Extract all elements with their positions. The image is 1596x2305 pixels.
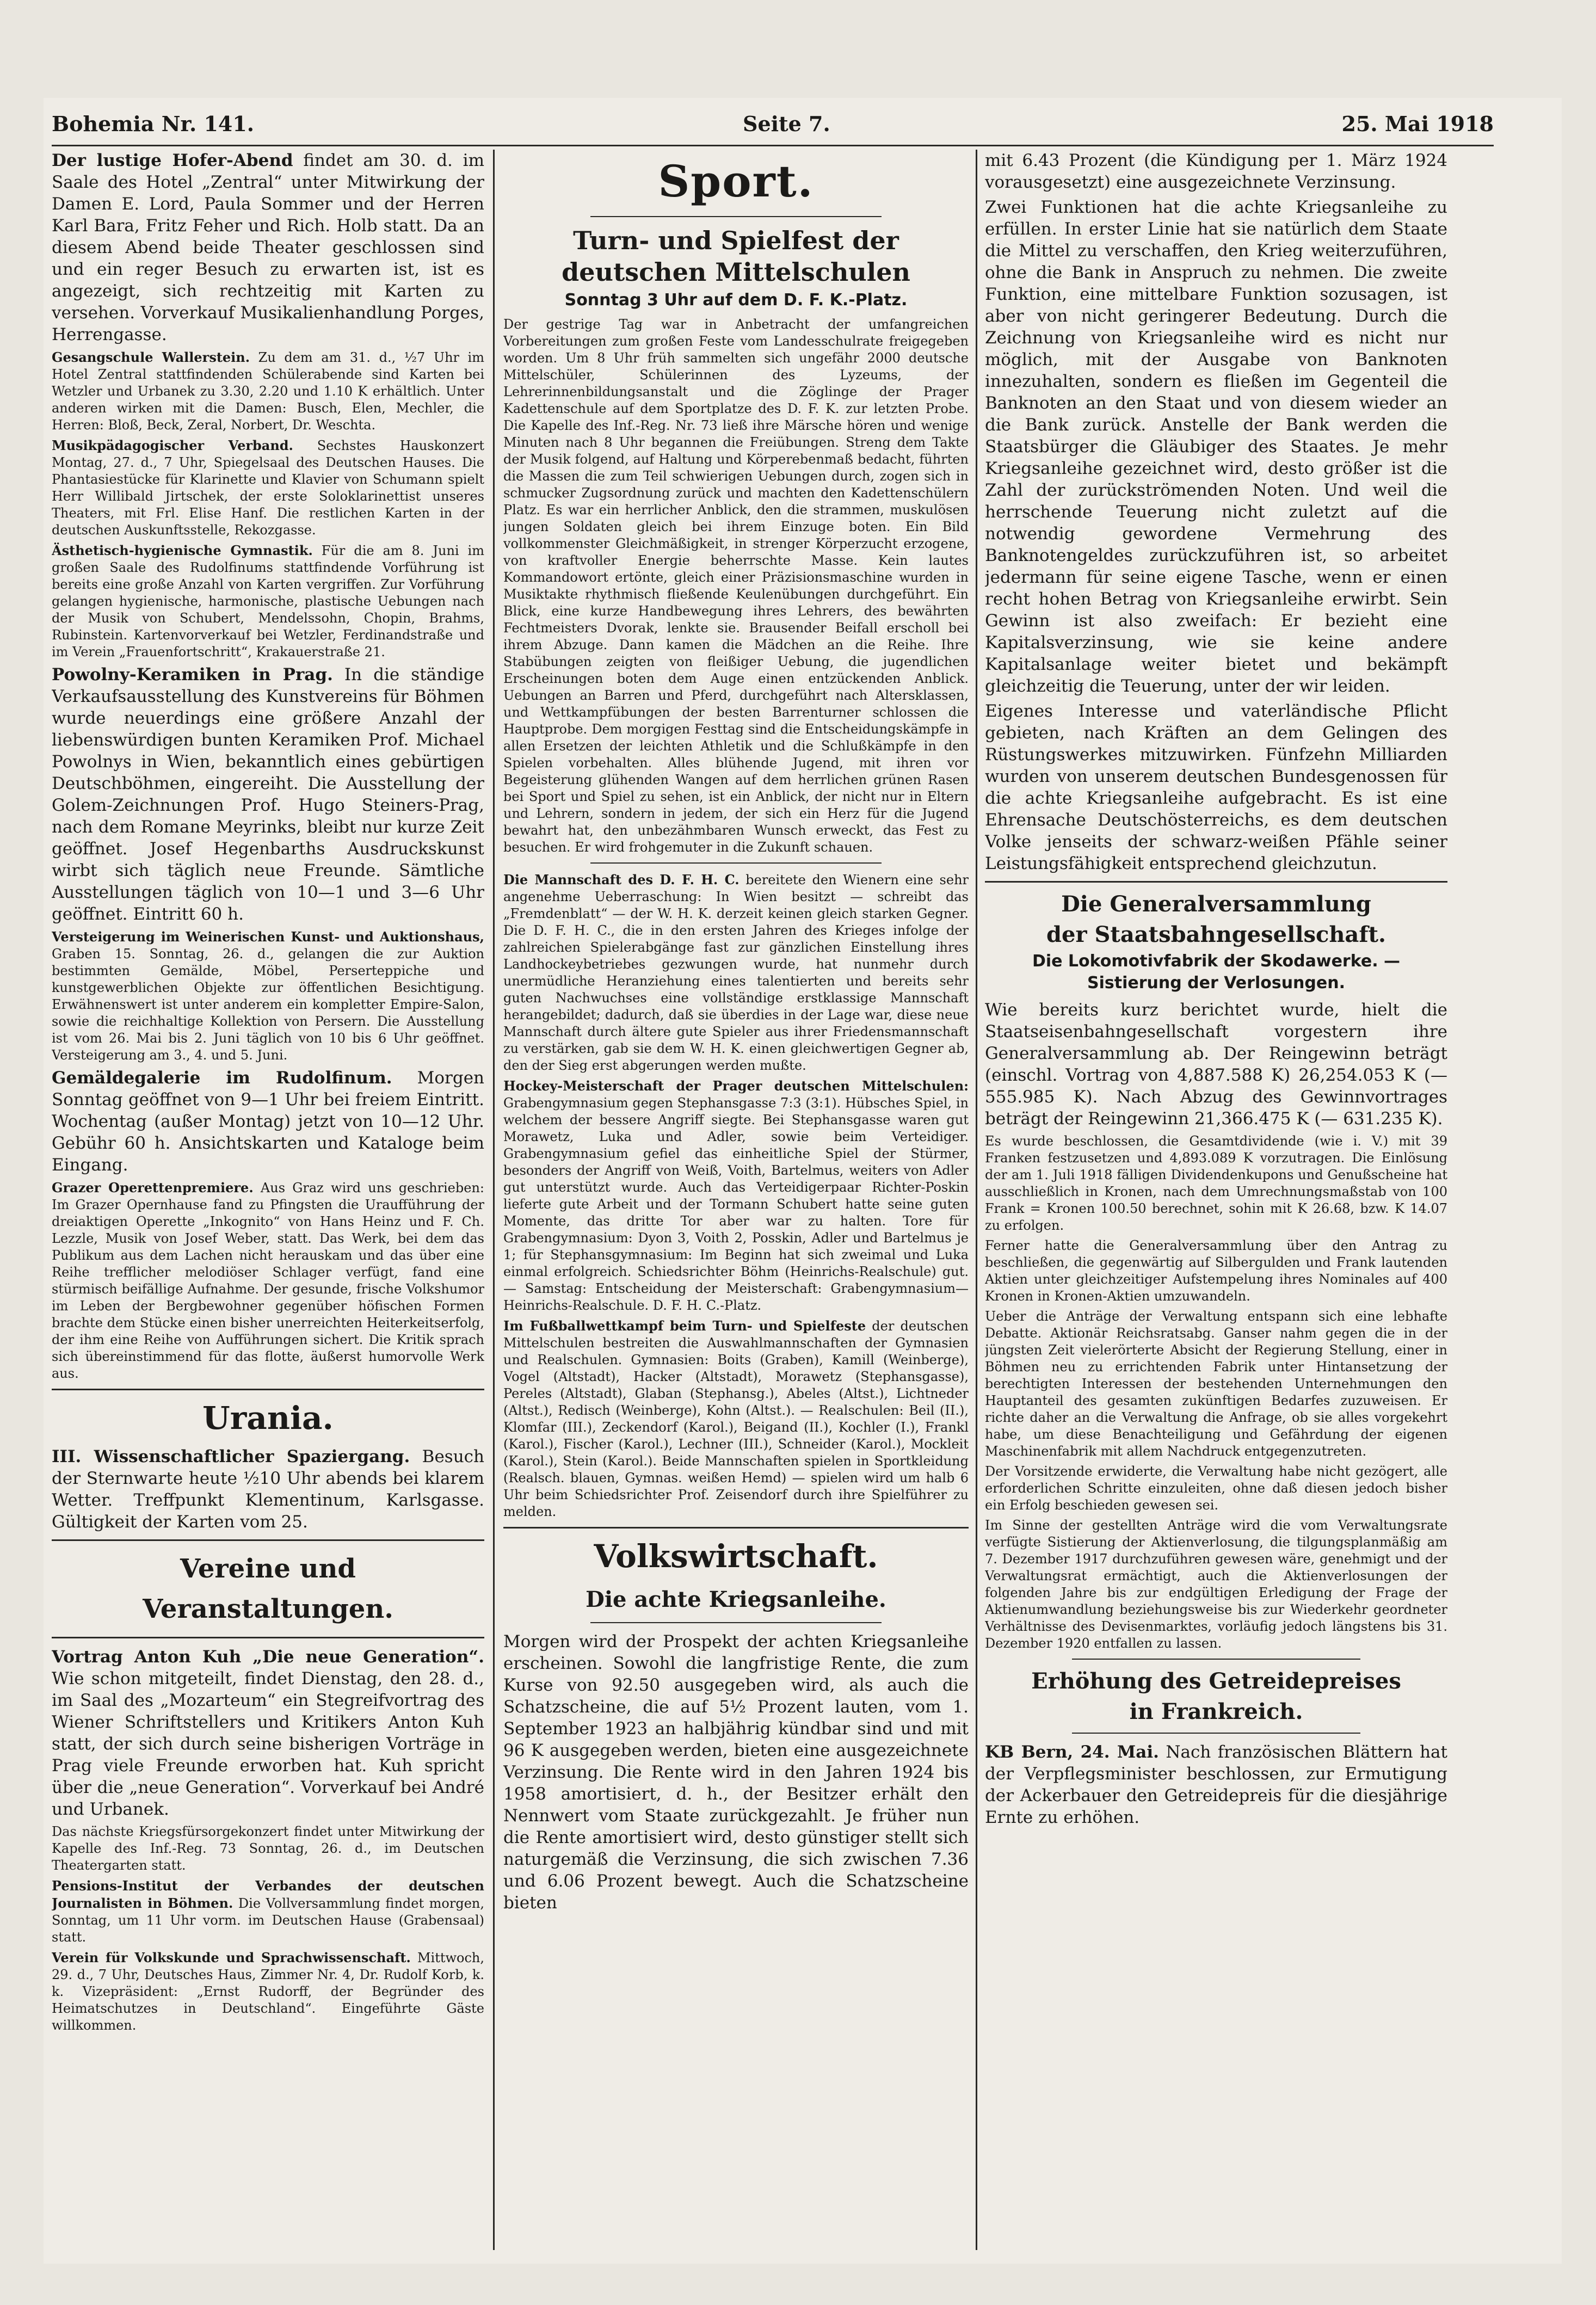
article-lead: Grazer Operettenpremiere. (52, 1180, 254, 1195)
section-title-urania: Urania. (202, 1400, 334, 1437)
section-divider (985, 881, 1447, 883)
column-3 (985, 150, 1447, 2250)
article-text: Mittwoch, 29. d., 7 Uhr, Deutsches Haus, Zimmer Nr. 4, Dr. Rudolf Korb, k. k. Vizepräsident: „Ernst Rudorff, der Begründer des Heimatschutzes in Deutschland“. Eingeführte Gäste willkommen. (52, 1950, 484, 2033)
article-generalversammlung: Wie bereits kurz berichtet wurde, hielt die Staatseisenbahngesellschaft vorgestern ihre Generalversammlung ab. Der Reingewinn beträgt (einschl. Vortrag von 4,887.588 K) 26,254.053 K (— 555.985 K). Nach Abzug des Gewinnvortrages beträgt der Reingewinn 21,366.475 K (— 631.235 K). (985, 1000, 1447, 1129)
article-text: Besuch der Sternwarte heute ½10 Uhr abends bei klarem Wetter. Treffpunkt Klementinum, Karlsgasse. Gültigkeit der Karten vom 25. (52, 1447, 484, 1532)
article-text: bereitete den Wienern eine sehr angenehme Ueberraschung: In Wien besitzt — schreibt das „Fremdenblatt“ — der W. H. K. derzeit keinen gleich starken Gegner. Die D. F. H. C., die in den ersten Jahren des Krieges infolge der zahlreichen Spielerabgänge fast zur gänzlichen Einstellung ihres Landhockeybetriebes gezwungen wurde, hat nunmehr durch unermüdliche Heranziehung eines talentierten und bereits sehr guten Nachwuchses eine vollständige erstklassige Mannschaft herangebildet; dadurch, daß sie überdies in der Lage war, diese neue Mannschaft durch ältere gute Spieler aus ihrer Friedensmannschaft zu verstärken, gab sie dem W. H. K. einen gleichwertigen Gegner ab, den der Sieg erst abgerungen werden mußte. (503, 872, 969, 1073)
column-rule-1 (493, 150, 495, 2250)
section-divider (590, 216, 882, 217)
masthead-rule (52, 145, 1494, 146)
article-dividende: Es wurde beschlossen, die Gesamtdividende (wie i. V.) mit 39 Franken festzusetzen und 4,893.089 K vorzutragen. Die Einlösung der am 1. Juli 1918 fälligen Dividendenkupons und Genußscheine hat ausschließlich in Kronen, nach dem Umrechnungsmaßstab von 100 Frank = Kronen 100.50 berechnet, sohin mit K 26.68, bzw. K 14.07 zu erfolgen. (985, 1133, 1447, 1233)
headline-turn-und-spielfest: Turn- und Spielfest der deutschen Mittelschulen (562, 226, 910, 287)
article-lead: Ästhetisch-hygienische Gymnastik. (52, 543, 313, 558)
section-divider (590, 1622, 882, 1623)
article-spaziergang (52, 1446, 484, 1533)
subhead-lokomotivfabrik: Die Lokomotivfabrik der Skodawerke. — (1032, 952, 1401, 971)
article-lead: Musikpädagogischer Verband. (52, 437, 293, 453)
masthead-paper-name: Bohemia Nr. 141. (52, 112, 255, 136)
masthead-date: 25. Mai 1918 (1341, 112, 1494, 136)
article-text: Graben 15. Sonntag, 26. d., gelangen die zur Auktion bestimmten Gemälde, Möbel, Perserteppiche und kunstgewerblichen Objekte zur öffentlichen Besichtigung. Erwähnenswert ist unter anderem ein kompletter Empire-Salon, sowie die reichhaltige Kollektion von Persern. Die Ausstellung ist vom 26. Mai bis 2. Juni täglich von 10 bis 6 Uhr geöffnet. Versteigerung am 3., 4. und 5. Juni. (52, 946, 484, 1063)
article-text: Zu dem am 31. d., ½7 Uhr im Hotel Zentral stattfindenden Schülerabende sind Karten bei Wetzler und Urbanek zu 3.30, 2.20 und 1.10 K erhältlich. Unter anderen wirken mit die Damen: Busch, Elen, Mechler, die Herren: Bloß, Beck, Zeral, Norbert, Dr. Weschta. (52, 350, 484, 433)
article-lead: Der lustige Hofer-Abend (52, 151, 293, 170)
article-hockey-meisterschaft (503, 1077, 969, 1314)
subhead-sistierung: Sistierung der Verlosungen. (1087, 973, 1345, 993)
article-lead: Im Fußballwettkampf beim Turn- und Spielfeste (503, 1318, 866, 1334)
article-lead: Powolny-Keramiken in Prag. (52, 665, 333, 685)
article-text: Die Vollversammlung findet morgen, Sonntag, um 11 Uhr vorm. im Deutschen Hause (Grabensaal) statt. (52, 1896, 484, 1945)
section-divider (590, 862, 882, 864)
article-kriegsanleihe-funktionen: Zwei Funktionen hat die achte Kriegsanleihe zu erfüllen. In erster Linie hat sie natürlich dem Staate die Mittel zu verschaffen, den Krieg weiterzuführen, ohne die Bank in Anspruch zu nehmen. Die zweite Funktion, eine mittelbare Funktion sozusagen, ist aber von nicht geringerer Bedeutung. Durch die Zeichnung von Kriegsanleihe wird es nicht nur möglich, mit der Ausgabe von Banknoten innezuhalten, sondern es fließen im Gegenteil die Banknoten an den Staat und von diesem wieder an die Bank zurück. Anstelle der Bank werden die Staatsbürger die Gläubiger des Staates. Je mehr Kriegsanleihe gezeichnet wird, desto größer ist die Zahl der zurückströmenden Noten. Und weil die herrschende Teuerung nicht zuletzt auf die notwendig gewordene Vermehrung des Banknotengeldes zurückzuführen ist, so arbeitet jedermann für seine eigene Tasche, wenn er einen recht hohen Betrag von Kriegsanleihe erwirbt. Sein Gewinn ist also zweifach: Er bezieht eine Kapitalsverzinsung, wie sie keine andere Kapitalsanlage weiter bietet und bekämpft gleichzeitig die Teuerung, unter der wir leiden. (985, 198, 1447, 696)
article-pensions-institut (52, 1877, 484, 1946)
article-gymnastik (52, 542, 484, 661)
headline-kriegsanleihe: Die achte Kriegsanleihe. (586, 1587, 886, 1612)
article-lead: Pensions-Institut der Verbandes der deutschen Journalisten in Böhmen. (52, 1878, 484, 1911)
section-title-vereine: Vereine und Veranstaltungen. (143, 1554, 393, 1624)
article-versteigerung (52, 928, 484, 1064)
article-lead: Verein für Volkskunde und Sprachwissenschaft. (52, 1950, 411, 1965)
article-text: Grabengymnasium gegen Stephansgasse 7:3 (3:1). Hübsches Spiel, in welchem der bessere Angriff siegte. Bei Stephansgasse waren gut Morawetz, Luka und Adler, sowie beim Verteidiger. Grabengymnasium gefiel das einheitliche Spiel der Stürmer, besonders der Angriff von Weiß, Voith, Bartelmus, weiters von Adler gut unterstützt wurde. Auch das Verteidigerpaar Richter-Poskin lieferte gute Arbeit und der Tormann Schubert hatte seine guten Momente, das dritte Tor aber war zu halten. Tore für Grabengymnasium: Dyon 3, Voith 2, Posskin, Adler und Bartelmus je 1; für Stephansgymnasium: Im Beginn hat sich zweimal und Luka einmal erfolgreich. Schiedsrichter Böhm (Heinrichs-Realschule) gut. — Samstag: Entscheidung der Meisterschaft: Grabengymnasium—Heinrichs-Realschule. D. F. H. C.-Platz. (503, 1095, 969, 1313)
section-title-sport: Sport. (658, 156, 814, 207)
article-turnfest: Der gestrige Tag war in Anbetracht der umfangreichen Vorbereitungen zum großen Feste vom Landesschulrate freigegeben worden. Um 8 Uhr früh sammelten sich ungefähr 2000 deutsche Mittelschüler, Schülerinnen des Lyzeums, der Lehrerinnenbildungsanstalt und die Zöglinge der Prager Kadettenschule auf dem Sportplatze des D. F. K. zur letzten Probe. Die Kapelle des Inf.-Reg. Nr. 73 ließ ihre Märsche hören und wenige Minuten nach 8 Uhr begannen die Freiübungen. Streng dem Takte der Musik folgend, auf Haltung und Körperebenmaß bedacht, führten die Massen die zum Teil schwierigen Uebungen durch, zogen sich in schmucker Zugsordnung zurück und machten den Kadettenschülern Platz. Es war ein herrlicher Anblick, den die strammen, muskulösen jungen Soldaten gleich bei ihrem Einzuge boten. Ein Bild vollkommenster Gleichmäßigkeit, in strenger Körperzucht erzogene, von kraftvoller Energie beherrschte Masse. Kein lautes Kommandowort ertönte, gleich einer Präzisionsmaschine wurden in Musiktakte rhythmisch fließende Keulenübungen durchgeführt. Ein Blick, eine kurze Handbewegung ihres Lehrers, des bewährten Fechtmeisters Dvorak, lenkte sie. Brausender Beifall erscholl bei ihrem Abzuge. Dann kamen die Mädchen an die Reihe. Ihre Stabübungen zeigten von fleißiger Uebung, die jugendlichen Erscheinungen boten dem Auge einen entzückenden Anblick. Uebungen an Barren und Pferd, durchgeführt nach Altersklassen, und Wettkampfübungen der besten Barrenturner schlossen die Hauptprobe. Dem morgigen Festtag sind die Entscheidungskämpfe in allen Ersetzen der leichten Athletik und die Schlußkämpfe in den Spielen vorbehalten. Alles blühende Jugend, mit ihren vor Begeisterung glühenden Wangen auf dem herrlichen grünen Rasen bei Sport und Spiel zu sehen, ist ein Anblick, der nicht nur in Eltern und Lehrern, sondern in jedem, der sich ein Herz für die Jugend bewahrt hat, den unbezähmbaren Wunsch erweckt, das Fest zu besuchen. Er wird frohgemuter in die Zukunft schauen. (503, 317, 969, 855)
article-gesangschule (52, 349, 484, 434)
article-grazer-operettenpremiere (52, 1179, 484, 1382)
article-lead: III. Wissenschaftlicher Spaziergang. (52, 1447, 410, 1466)
article-text: Sechstes Hauskonzert Montag, 27. d., 7 Uhr, Spiegelsaal des Deutschen Hauses. Die Phantasiestücke für Klarinette und Klavier von Schumann spielt Herr Willibald Jirtschek, der erste Soloklarinettist unseres Theaters, mit Frl. Elise Hanf. Die restlichen Karten in der deutschen Auskunftsstelle, Rekozgasse. (52, 438, 484, 538)
section-divider (52, 1539, 484, 1541)
masthead (52, 106, 1494, 144)
article-lead: Gesangschule Wallerstein. (52, 349, 250, 365)
column-2 (503, 150, 969, 2250)
headline-getreidepreis-1: Erhöhung des Getreidepreises (1031, 1668, 1401, 1694)
article-aktien-umwandlung: Ferner hatte die Generalversammlung über den Antrag zu beschließen, die gegenwärtig auf Silbergulden und Frank lautenden Aktien unter gleichzeitiger Aufstempelung ihres Nominales auf 400 Kronen in Kronen-Aktien umzuwandeln. (985, 1238, 1447, 1304)
article-text: Wie schon mitgeteilt, findet Dienstag, den 28. d., im Saal des „Mozarteum“ ein Stegreifvortrag des Wiener Schriftstellers und Kritikers Anton Kuh statt, der sich durch seine bisherigen Vorträge in Prag viele Freunde erworben hat. Kuh spricht über die „neue Generation“. Vorverkauf bei André und Urbanek. (52, 1669, 484, 1819)
article-lead: Hockey-Meisterschaft der Prager deutschen Mittelschulen: (503, 1078, 969, 1094)
section-title-volkswirtschaft: Volkswirtschaft. (594, 1538, 878, 1575)
article-text: In die ständige Verkaufsausstellung des Kunstvereins für Böhmen wurde neuerdings eine größere Anzahl der liebenswürdigen bunten Keramiken Prof. Michael Powolnys in Wien, bekanntlich eines gebürtigen Deutschböhmen, eingereiht. Die Ausstellung der Golem-Zeichnungen Prof. Hugo Steiners-Prag, nach dem Romane Meyrinks, bleibt nur kurze Zeit geöffnet. Josef Hegenbarths Ausdruckskunst wirbt sich täglich neue Freunde. Sämtliche Ausstellungen täglich von 10—1 und 3—6 Uhr geöffnet. Eintritt 60 h. (52, 665, 484, 924)
headline-getreidepreis-2: in Frankreich. (1129, 1699, 1303, 1724)
article-text: Nach französischen Blättern hat der Verpflegsminister beschlossen, zur Ermutigung der Ackerbauer den Getreidepreis für die diesjährige Ernte zu erhöhen. (985, 1742, 1447, 1827)
section-divider (52, 1637, 484, 1638)
article-fussballwettkampf (503, 1317, 969, 1520)
masthead-page-number: Seite 7. (743, 112, 830, 136)
article-text: der deutschen Mittelschulen bestreiten die Auswahlmannschaften der Gymnasien und Realschulen. Gymnasien: Boits (Graben), Kamill (Weinberge), Vogel (Altstadt), Hacker (Altstadt), Morawetz (Stephansgasse), Pereles (Altstadt), Glaban (Stephansg.), Abeles (Altst.), Lichtneder (Altst.), Redisch (Weinberge), Kohn (Altst.). — Realschulen: Beil (II.), Klomfar (III.), Zeckendorf (Karol.), Beigand (II.), Kochler (I.), Frankl (Karol.), Fischer (Karol.), Lechner (III.), Schneider (Karol.), Mockleit (Karol.), Stein (Karol.). Beide Mannschaften spielen in Sportkleidung (Realsch. blauen, Gymnas. weißen Hemd) — spielen wird um halb 6 Uhr beim Schiedsrichter Prof. Zeisendorf durch ihre Spielführer zu melden. (503, 1318, 969, 1519)
section-divider (503, 1527, 969, 1529)
article-kriegsanleihe-pflicht: Eigenes Interesse und vaterländische Pflicht gebieten, nach Kräften an dem Gelingen des Rüstungswerkes mitzuwirken. Fünfzehn Milliarden wurden von unserem deutschen Bundesgenossen für die achte Kriegsanleihe aufgebracht. Es ist eine Ehrensache Deutschösterreichs, es dem deutschen Volke jenseits der schwarz-weißen Pfähle seiner Leistungsfähigkeit entsprechend gleichzutun. (985, 701, 1447, 873)
article-sistierung: Im Sinne der gestellten Anträge wird die vom Verwaltungsrate verfügte Sistierung der Aktienverlosung, die tilgungsplanmäßig am 7. Dezember 1917 durchzuführen gewesen wäre, genehmigt und der Verwaltungsrat ermächtigt, auch die Aktienverlosungen der folgenden Jahre bis zur endgültigen Erledigung der Frage der Aktienumwandlung beziehungsweise bis zur Wiederkehr geordneter Verhältnisse des Devisenmarktes, vorläufig jedoch längstens bis 31. Dezember 1920 entfallen zu lassen. (985, 1518, 1447, 1651)
article-text: Morgen Sonntag geöffnet von 9—1 Uhr bei freiem Eintritt. Wochentag (außer Montag) jetzt von 10—12 Uhr. Gebühr 60 h. Ansichtskarten und Kataloge beim Eingang. (52, 1068, 484, 1175)
article-vortrag-kuh (52, 1646, 484, 1820)
article-lead: KB Bern, 24. Mai. (985, 1742, 1159, 1762)
article-powolny-keramiken (52, 664, 484, 925)
article-musikpaedagogischer-verband (52, 437, 484, 539)
article-vorsitzende: Der Vorsitzende erwiderte, die Verwaltung habe nicht gezögert, alle erforderlichen Schritte einzuleiten, ohne daß diesen jedoch bisher ein Erfolg beschieden gewesen sei. (985, 1464, 1447, 1513)
article-lead: Vortrag Anton Kuh „Die neue Generation“. (52, 1647, 484, 1667)
article-text: Aus Graz wird uns geschrieben: Im Grazer Opernhause fand zu Pfingsten die Uraufführung der dreiaktigen Operette „Inkognito“ von Hans Heinz und F. Ch. Lezzle, Musik von Josef Weber, statt. Das Werk, bei dem das Publikum aus dem Lachen nicht herauskam und das über eine Reihe trefflicher melodiöser Schlager verfügt, fand eine stürmisch beifällige Aufnahme. Der gesunde, frische Volkshumor im Leben der Bergbewohner gegenüber höfischen Formen brachte dem Stücke einen bisher unerreichten Heiterkeitserfolg, der ihm eine Reihe von Aufführungen sichert. Die Kritik sprach sich übereinstimmend für das flotte, äußerst humorvolle Werk aus. (52, 1180, 484, 1381)
article-dfhc-mannschaft (503, 871, 969, 1074)
column-rule-2 (976, 150, 977, 2250)
section-divider (1072, 1733, 1360, 1734)
article-lead: Gemäldegalerie im Rudolfinum. (52, 1068, 392, 1088)
article-gemaeldegalerie (52, 1067, 484, 1176)
article-lead: Versteigerung im Weinerischen Kunst- und Auktionshaus, (52, 929, 484, 945)
headline-generalversammlung-2: der Staatsbahngesellschaft. (1046, 922, 1386, 947)
subhead-turnfest: Sonntag 3 Uhr auf dem D. F. K.-Platz. (564, 291, 908, 310)
section-divider (1072, 1659, 1360, 1660)
column-1 (52, 150, 484, 2250)
section-divider (52, 1389, 484, 1390)
article-kriegsanleihe-continued: mit 6.43 Prozent (die Kündigung per 1. März 1924 vorausgesetzt) eine ausgezeichnete Verzinsung. (985, 151, 1447, 192)
article-lead: Die Mannschaft des D. F. H. C. (503, 872, 740, 888)
article-verein-volkskunde (52, 1949, 484, 2034)
headline-generalversammlung-1: Die Generalversammlung (1061, 891, 1371, 917)
article-debatte: Ueber die Anträge der Verwaltung entspann sich eine lebhafte Debatte. Aktionär Reichsratsabg. Ganser nahm gegen die in der jüngsten Zeit vielerörterte Absicht der Regierung Stellung, einer in Böhmen neu zu errichtenden Fabrik unter Hintansetzung der berechtigten Interessen der bestehenden Unternehmungen den Hauptanteil des gesamten zukünftigen Bedarfes zuzuweisen. Er richte daher an die Verwaltung die Anfrage, ob sie alles vorgekehrt habe, um diese Benachteiligung und Gefährdung der eigenen Maschinenfabrik mit allem Nachdruck entgegenzutreten. (985, 1309, 1447, 1459)
article-kriegsanleihe: Morgen wird der Prospekt der achten Kriegsanleihe erscheinen. Sowohl die langfristige Rente, die zum Kurse von 92.50 ausgegeben wird, als auch die Schatzscheine, die auf 5½ Prozent lauten, vom 1. September 1923 an halbjährig kündbar sind und mit 96 K ausgegeben werden, bieten eine ausgezeichnete Verzinsung. Die Rente wird in den Jahren 1924 bis 1958 amortisiert, d. h., der Besitzer erhält den Nennwert vom Staate zurückgezahlt. Je früher nun die Rente amortisiert wird, desto günstiger stellt sich naturgemäß die Verzinsung, die sich zwischen 7.36 und 6.06 Prozent bewegt. Auch die Schatzscheine bieten (503, 1632, 969, 1913)
article-text: Für die am 8. Juni im großen Saale des Rudolfinums stattfindende Vorführung ist bereits eine große Anzahl von Karten vergriffen. Zur Vorführung gelangen hygienische, harmonische, plastische Uebungen nach der Musik von Schubert, Mendelssohn, Chopin, Brahms, Rubinstein. Kartenvorverkauf bei Wetzler, Ferdinandstraße und im Verein „Frauenfortschritt“, Krakauerstraße 21. (52, 543, 484, 660)
article-hofer-abend (52, 150, 484, 346)
article-getreidepreis (985, 1741, 1447, 1828)
article-kriegsfuersorgekonzert: Das nächste Kriegsfürsorgekonzert findet unter Mitwirkung der Kapelle des Inf.-Reg. 73 Sonntag, 26. d., im Deutschen Theatergarten statt. (52, 1824, 484, 1873)
article-text: findet am 30. d. im Saale des Hotel „Zentral“ unter Mitwirkung der Damen E. Lord, Paula Sommer und der Herren Karl Bara, Fritz Feher und Rich. Holb statt. Da an diesem Abend beide Theater geschlossen sind und ein reger Besuch zu erwarten ist, ist es angezeigt, sich rechtzeitig mit Karten zu versehen. Vorverkauf Musikalienhandlung Porges, Herrengasse. (52, 151, 484, 344)
